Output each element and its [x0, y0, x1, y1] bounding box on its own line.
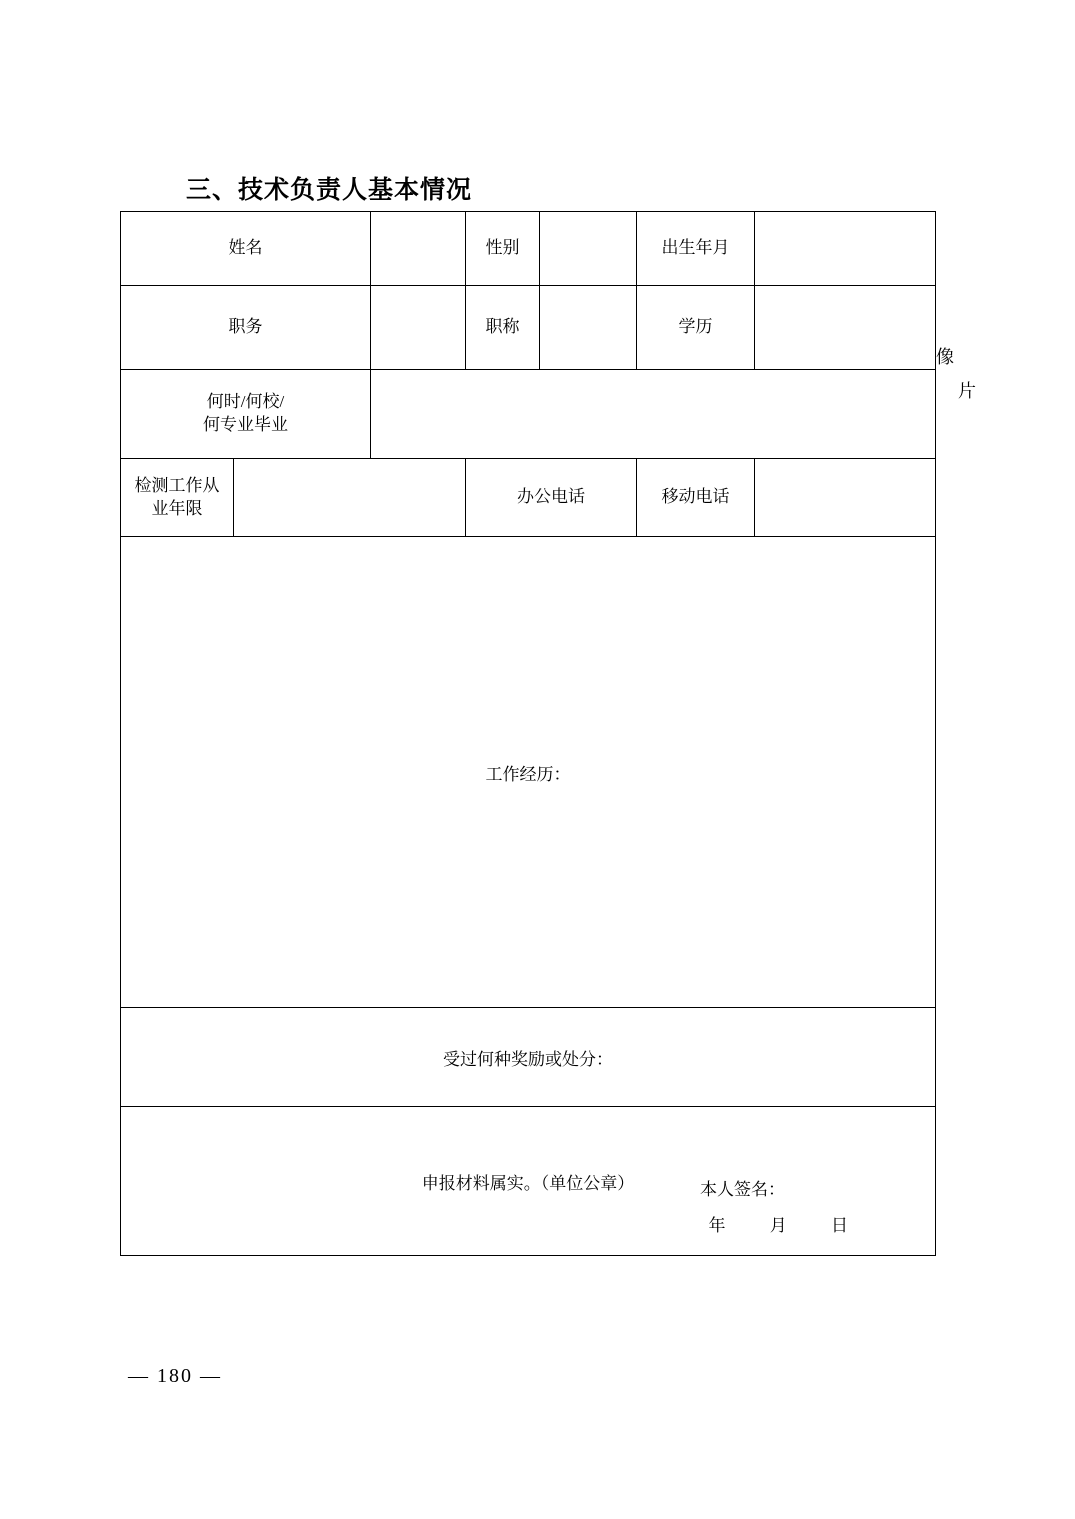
value-birth-cell[interactable] [755, 212, 936, 286]
label-education: 学历 [678, 317, 713, 337]
work-experience-label: 工作经历： [485, 764, 571, 784]
label-gender: 性别 [485, 238, 520, 258]
table-row-graduation [121, 370, 936, 459]
table-row-declaration [121, 1107, 936, 1256]
value-years-cell[interactable] [234, 459, 466, 537]
label-graduation-cell [121, 370, 371, 459]
label-office-phone: 办公电话 [517, 487, 585, 507]
label-years-line-1: 检测工作从 [134, 475, 220, 495]
awards-cell[interactable] [121, 1008, 936, 1107]
table-row-experience-phones [121, 459, 936, 537]
label-education-cell [637, 286, 755, 370]
label-title-cell [466, 286, 540, 370]
table-row-work-experience [121, 537, 936, 1008]
label-name-cell [121, 212, 371, 286]
value-graduation-cell[interactable] [371, 370, 936, 459]
value-education-cell[interactable] [755, 286, 936, 370]
value-title-cell[interactable] [540, 286, 637, 370]
label-graduation-line-2: 何专业毕业 [203, 415, 288, 434]
date-month-label: 月 [769, 1216, 789, 1235]
label-gender-cell [466, 212, 540, 286]
table-row-basic-1: 姓名 性别 出生年月 像 片 [121, 212, 936, 286]
date-day-label: 日 [831, 1216, 850, 1235]
label-post-cell [121, 286, 371, 370]
table-row-awards [121, 1008, 936, 1107]
label-birth-date: 出生年月 [661, 238, 730, 258]
awards-label: 受过何种奖励或处分： [443, 1049, 613, 1069]
value-post-cell[interactable] [371, 286, 466, 370]
date-year-label: 年 [708, 1216, 728, 1235]
label-mobile-phone: 移动电话 [661, 487, 730, 507]
signature-label: 本人签名： [700, 1180, 785, 1199]
declaration-text: 申报材料属实。（单位公章） [421, 1173, 635, 1193]
work-experience-cell[interactable] [121, 537, 936, 1008]
date-line [709, 1211, 851, 1236]
label-years-cell [121, 459, 234, 537]
label-office-phone-cell [466, 459, 637, 537]
technical-lead-form-table [120, 211, 977, 1256]
value-gender-cell[interactable] [540, 212, 637, 286]
label-graduation-line-1: 何时/何校/ [206, 392, 285, 412]
label-professional-title: 职称 [485, 317, 520, 337]
value-mobile-phone-cell[interactable] [755, 459, 936, 537]
label-post: 职务 [228, 317, 263, 337]
label-years-line-2: 业年限 [151, 498, 203, 518]
value-name-cell[interactable] [371, 212, 466, 286]
table-row-basic-2 [121, 286, 936, 370]
label-birth-cell [637, 212, 755, 286]
photo-label-char-2: 片 [958, 381, 977, 401]
label-mobile-phone-cell [637, 459, 755, 537]
declaration-cell[interactable] [121, 1107, 936, 1256]
label-name: 姓名 [228, 238, 263, 258]
page-number: — 180 — [128, 1365, 222, 1387]
section-heading: 三、技术负责人基本情况 [186, 175, 473, 204]
